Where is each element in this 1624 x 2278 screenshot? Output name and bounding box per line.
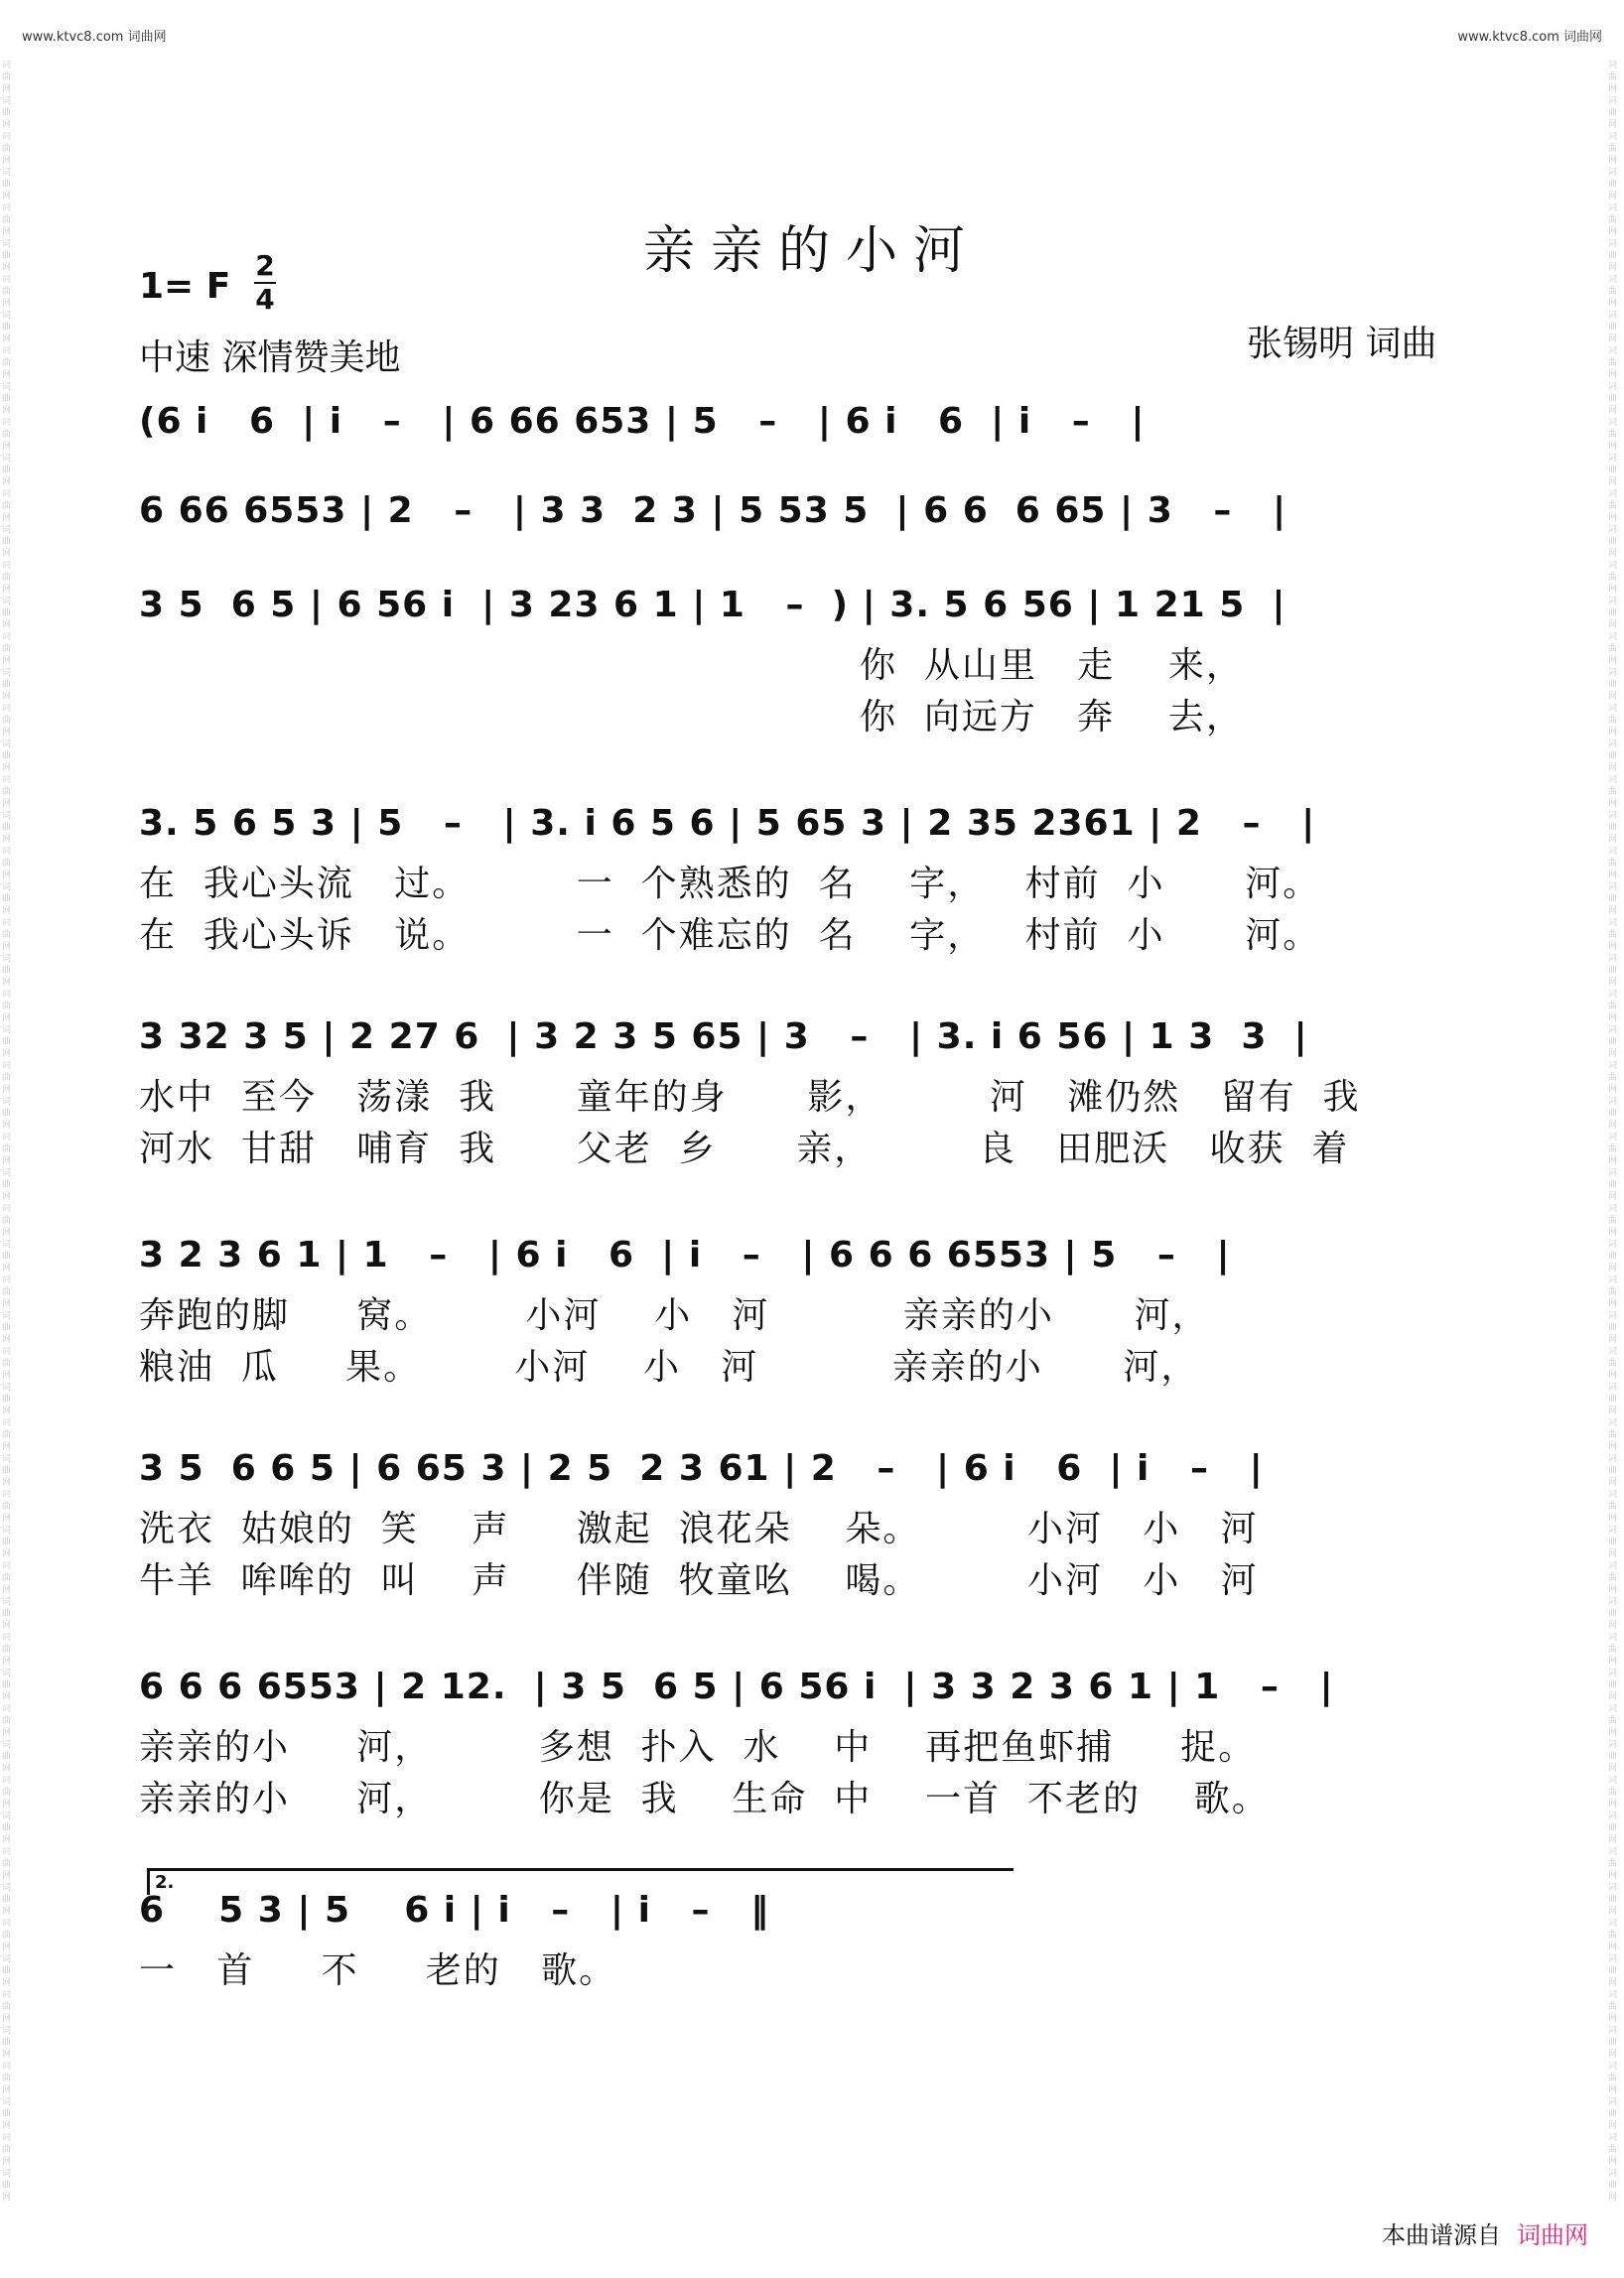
notation-line: 3 32 3 5 | 2 27 6 | 3 2 3 5 65 | 3 – | 3. i 6 56 | 1 3 3 | <box>139 1016 1308 1057</box>
time-signature-bottom: 4 <box>255 283 275 316</box>
notation-line: 3 5 6 5 | 6 56 i | 3 23 6 1 | 1 – ) | 3. 5 6 56 | 1 21 5 | <box>139 585 1286 625</box>
volta-label: 2. <box>155 1872 175 1893</box>
lyric-line: 洗衣 姑娘的 笑 声 激起 浪花朵 朵。 小河 小 河 <box>139 1509 1259 1549</box>
lyric-line: 你 从山里 走 来， <box>139 645 1244 686</box>
side-watermark-right: 词曲网词曲网词曲网词曲网词曲网词曲网词曲网词曲网词曲网词曲网词曲网词曲网词曲网词曲网词曲网词曲网词曲网词曲网词曲网词曲网词曲网词曲网词曲网词曲网词曲网词曲网词曲网词曲网词曲网词曲网词曲网词曲网词曲网词曲网词曲网词曲网词曲网词曲网词曲网词曲网词曲网词曲网词曲网词曲网词曲网词曲网词曲网词曲网词曲网词曲网词曲网词曲网词曲网词曲网词曲网词曲网词曲网词曲网词曲网词曲网 <box>1608 61 1618 2203</box>
footer-source-text: 本曲谱源自 <box>1382 2221 1501 2249</box>
lyric-line: 粮油 瓜 果。 小河 小 河 亲亲的小 河， <box>139 1347 1199 1388</box>
key-signature: 1= F <box>139 266 231 307</box>
notation-line: 6 66 6553 | 2 – | 3 3 2 3 | 5 53 5 | 6 6 6 65 | 3 – | <box>139 490 1287 531</box>
time-signature <box>250 250 280 316</box>
notation-line: 3. 5 6 5 3 | 5 – | 3. i 6 5 6 | 5 65 3 | 2 35 2361 | 2 – | <box>139 803 1316 844</box>
lyric-line: 河水 甘甜 哺育 我 父老 乡 亲， 良 田肥沃 收获 着 <box>139 1129 1350 1169</box>
footer-source <box>1382 2215 1588 2250</box>
notation-line: 3 2 3 6 1 | 1 – | 6 i 6 | i – | 6 6 6 6553 | 5 – | <box>139 1235 1231 1275</box>
lyric-line: 水中 至今 荡漾 我 童年的身 影， 河 滩仍然 留有 我 <box>139 1077 1361 1118</box>
lyric-line: 牛羊 哞哞的 叫 声 伴随 牧童吆 喝。 小河 小 河 <box>139 1560 1259 1601</box>
lyric-line: 一 首 不 老的 歌。 <box>139 1950 617 1991</box>
tempo-marking: 中速 深情赞美地 <box>139 337 401 378</box>
song-title: 亲亲的小河 <box>642 221 981 281</box>
time-signature-top: 2 <box>255 249 275 282</box>
lyric-line: 你 向远方 奔 去， <box>139 697 1244 737</box>
notation-line: 6 5 3 | 5 6 i | i – | i – ‖ <box>139 1890 770 1931</box>
side-watermark-left: 词曲网词曲网词曲网词曲网词曲网词曲网词曲网词曲网词曲网词曲网词曲网词曲网词曲网词曲网词曲网词曲网词曲网词曲网词曲网词曲网词曲网词曲网词曲网词曲网词曲网词曲网词曲网词曲网词曲网词曲网词曲网词曲网词曲网词曲网词曲网词曲网词曲网词曲网词曲网词曲网词曲网词曲网词曲网词曲网词曲网词曲网词曲网词曲网词曲网词曲网词曲网词曲网词曲网词曲网词曲网词曲网词曲网词曲网词曲网词曲网 <box>2 61 12 2203</box>
notation-line: 6 6 6 6553 | 2 12. | 3 5 6 5 | 6 56 i | 3 3 2 3 6 1 | 1 – | <box>139 1667 1334 1707</box>
lyric-line: 亲亲的小 河， 你是 我 生命 中 一首 不老的 歌。 <box>139 1779 1270 1819</box>
lyric-line: 亲亲的小 河， 多想 扑入 水 中 再把鱼虾捕 捉。 <box>139 1727 1257 1768</box>
lyric-line: 在 我心头诉 说。 一 个难忘的 名 字， 村前 小 河。 <box>139 915 1321 956</box>
lyric-line: 在 我心头流 过。 一 个熟悉的 名 字， 村前 小 河。 <box>139 864 1321 904</box>
site-watermark-right: www.ktvc8.com 词曲网 <box>1457 30 1602 45</box>
composer-credit: 张锡明 词曲 <box>1247 324 1437 364</box>
notation-line: (6 i 6 | i – | 6 66 653 | 5 – | 6 i 6 | i – | <box>139 401 1146 442</box>
site-watermark-left: www.ktvc8.com 词曲网 <box>22 30 167 45</box>
lyric-line: 奔跑的脚 窝。 小河 小 河 亲亲的小 河， <box>139 1295 1210 1336</box>
notation-line: 3 5 6 6 5 | 6 65 3 | 2 5 2 3 61 | 2 – | 6 i 6 | i – | <box>139 1448 1264 1489</box>
footer-brand: 词曲网 <box>1517 2221 1588 2249</box>
